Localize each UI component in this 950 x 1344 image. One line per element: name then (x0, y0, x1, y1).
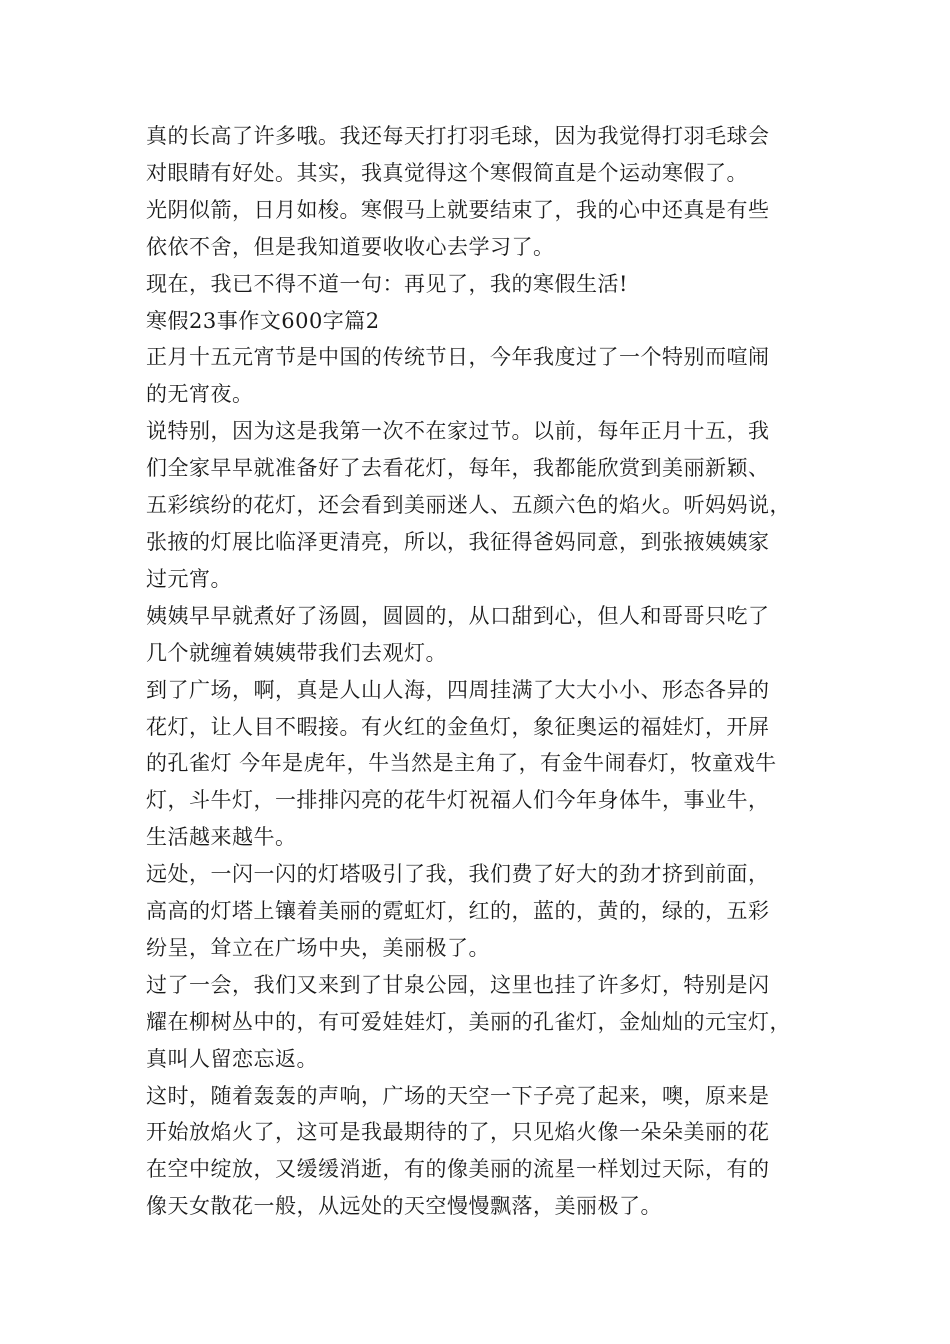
text-line: 到了广场，啊，真是人山人海，四周挂满了大大小小、形态各异的 (146, 677, 770, 702)
text-line: 花灯，让人目不暇接。有火红的金鱼灯，象征奥运的福娃灯，开屏 (146, 714, 770, 739)
text-line: 光阴似箭，日月如梭。寒假马上就要结束了，我的心中还真是有些 (146, 197, 770, 222)
section-heading: 寒假23事作文600字篇2 (146, 308, 380, 333)
text-line: 过元宵。 (146, 566, 232, 591)
text-line: 高高的灯塔上镶着美丽的霓虹灯，红的，蓝的，黄的，绿的，五彩 (146, 899, 770, 924)
text-line: 真叫人留恋忘返。 (146, 1046, 318, 1071)
text-line: 过了一会，我们又来到了甘泉公园，这里也挂了许多灯，特别是闪 (146, 972, 770, 997)
text-line: 依依不舍，但是我知道要收收心去学习了。 (146, 234, 555, 259)
text-line: 远处，一闪一闪的灯塔吸引了我，我们费了好大的劲才挤到前面， (146, 862, 770, 887)
text-line: 正月十五元宵节是中国的传统节日，今年我度过了一个特别而喧闹 (146, 345, 770, 370)
text-line: 在空中绽放，又缓缓消逝，有的像美丽的流星一样划过天际，有的 (146, 1157, 770, 1182)
text-line: 生活越来越牛。 (146, 825, 297, 850)
text-line: 真的长高了许多哦。我还每天打打羽毛球，因为我觉得打羽毛球会 (146, 124, 770, 148)
text-line: 开始放焰火了，这可是我最期待的了，只见焰火像一朵朵美丽的花 (146, 1120, 770, 1145)
text-line: 们全家早早就准备好了去看花灯，每年，我都能欣赏到美丽新颖、 (146, 456, 770, 481)
text-line: 灯，斗牛灯，一排排闪亮的花牛灯祝福人们今年身体牛，事业牛， (146, 788, 770, 813)
text-line: 像天女散花一般，从远处的天空慢慢飘落，美丽极了。 (146, 1194, 662, 1219)
text-line: 说特别，因为这是我第一次不在家过节。以前，每年正月十五，我 (146, 419, 770, 444)
document-body (146, 118, 816, 1225)
text-line: 五彩缤纷的花灯，还会看到美丽迷人、五颜六色的焰火。听妈妈说， (146, 493, 791, 518)
text-line: 的孔雀灯 今年是虎年，牛当然是主角了，有金牛闹春灯，牧童戏牛 (146, 751, 777, 776)
text-line: 的无宵夜。 (146, 382, 254, 407)
text-line: 张掖的灯展比临泽更清亮，所以，我征得爸妈同意，到张掖姨姨家 (146, 529, 770, 554)
text-line: 几个就缠着姨姨带我们去观灯。 (146, 640, 447, 665)
text-line: 对眼睛有好处。其实，我真觉得这个寒假简直是个运动寒假了。 (146, 160, 748, 185)
text-line: 纷呈，耸立在广场中央，美丽极了。 (146, 935, 490, 960)
text-line: 现在，我已不得不道一句：再见了，我的寒假生活! (146, 271, 628, 296)
text-line: 姨姨早早就煮好了汤圆，圆圆的，从口甜到心，但人和哥哥只吃了 (146, 603, 770, 628)
text-line: 这时，随着轰轰的声响，广场的天空一下子亮了起来，噢，原来是 (146, 1083, 770, 1108)
text-line: 耀在柳树丛中的，有可爱娃娃灯，美丽的孔雀灯，金灿灿的元宝灯， (146, 1009, 791, 1034)
